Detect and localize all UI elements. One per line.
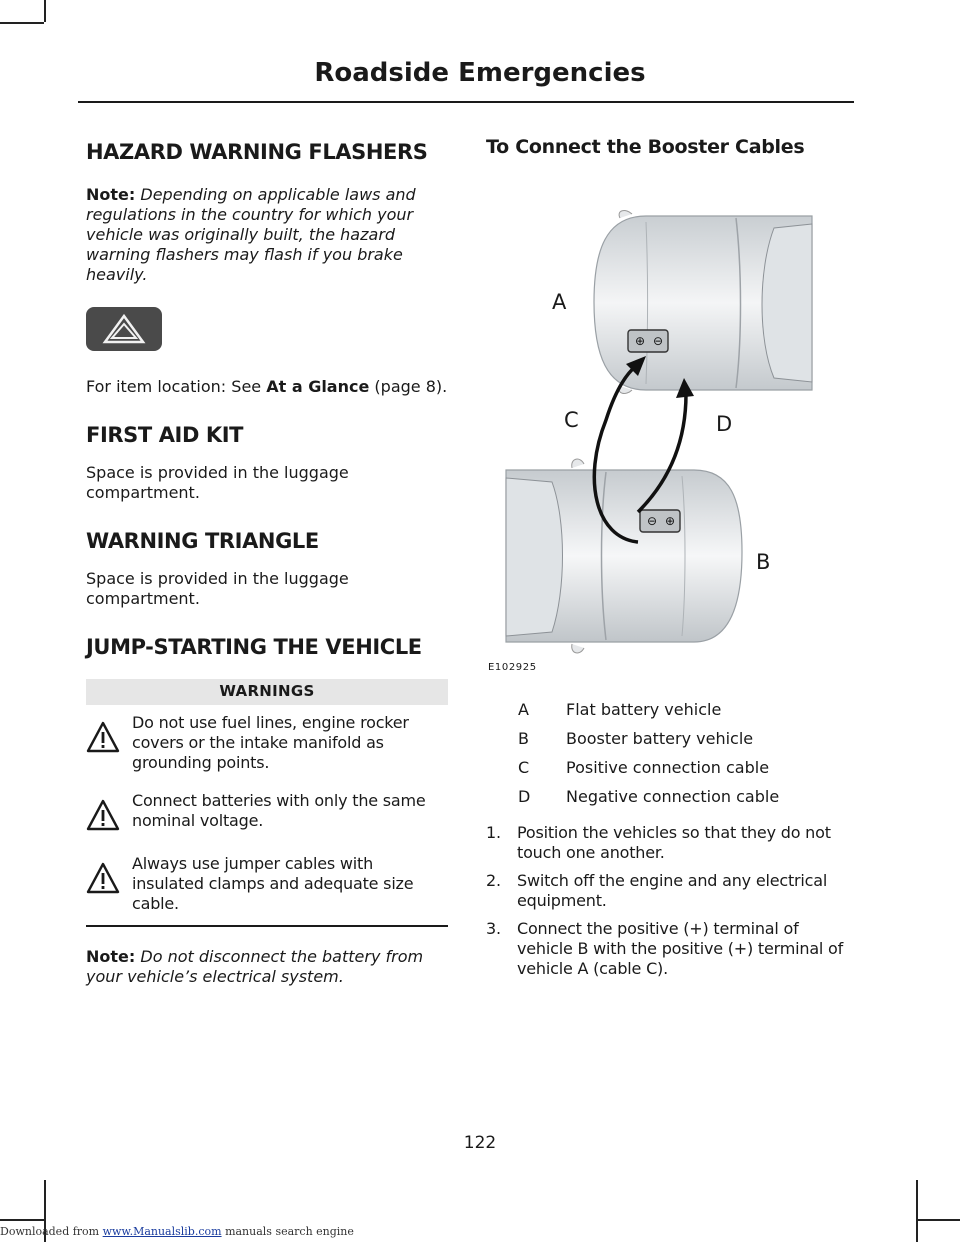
warning-item xyxy=(86,713,448,773)
legend-key: C xyxy=(518,758,530,777)
hazard-note xyxy=(86,185,448,285)
page-title: Roadside Emergencies xyxy=(314,58,646,88)
step-text: Switch off the engine and any electrical equipment. xyxy=(517,871,828,910)
step-number: 2. xyxy=(486,871,501,890)
location-prefix: For item location: See xyxy=(86,377,262,396)
warnings-box xyxy=(86,679,448,927)
right-column xyxy=(486,136,856,987)
warnings-divider xyxy=(86,925,448,927)
legend-item xyxy=(486,758,856,778)
footer-link[interactable]: www.Manualslib.com xyxy=(102,1225,222,1238)
legend-key: B xyxy=(518,729,529,748)
step-number: 3. xyxy=(486,919,501,938)
step-number: 1. xyxy=(486,823,501,842)
svg-text:⊖: ⊖ xyxy=(652,334,664,348)
note-label: Note: xyxy=(86,185,136,204)
step-text: Position the vehicles so that they do not touch one another. xyxy=(517,823,831,862)
warning-icon xyxy=(86,713,132,757)
crop-mark xyxy=(0,22,44,24)
location-link[interactable]: At a Glance xyxy=(266,377,370,396)
hazard-heading: HAZARD WARNING FLASHERS xyxy=(86,140,428,164)
warning-icon xyxy=(86,791,132,835)
legend-key: A xyxy=(518,700,529,719)
crop-mark xyxy=(0,1219,44,1221)
svg-text:⊕: ⊕ xyxy=(664,514,676,528)
legend-text: Positive connection cable xyxy=(566,758,770,777)
crop-mark xyxy=(916,1219,960,1221)
booster-cables-heading: To Connect the Booster Cables xyxy=(486,136,805,158)
warning-triangle-heading: WARNING TRIANGLE xyxy=(86,529,319,553)
steps-list xyxy=(486,823,856,979)
footer-suffix: manuals search engine xyxy=(225,1225,354,1238)
figure-label-c: C xyxy=(564,408,579,432)
legend-key: D xyxy=(518,787,531,806)
warning-item xyxy=(86,791,448,835)
figure-code: E102925 xyxy=(488,662,537,673)
car-a xyxy=(594,211,812,394)
note-text: Depending on applicable laws and regulations in the country for which your vehicle was originally built, the hazard warning flashers may flash if you brake heavily. xyxy=(86,185,416,284)
warning-text: Do not use fuel lines, engine rocker covers or the intake manifold as grounding points. xyxy=(132,713,409,772)
crop-mark xyxy=(916,1180,918,1242)
step-item xyxy=(486,871,856,911)
step-item xyxy=(486,919,856,979)
note-label: Note: xyxy=(86,946,136,966)
figure-label-a: A xyxy=(552,290,567,314)
legend-text: Flat battery vehicle xyxy=(566,700,722,719)
svg-text:⊕: ⊕ xyxy=(634,334,646,348)
figure-legend xyxy=(486,700,856,807)
warning-text: Connect batteries with only the same nominal voltage. xyxy=(132,791,426,830)
first-aid-heading: FIRST AID KIT xyxy=(86,423,244,447)
hazard-triangle-icon xyxy=(86,307,162,351)
first-aid-text: Space is provided in the luggage compartment. xyxy=(86,463,349,502)
page-number: 122 xyxy=(463,1133,497,1153)
left-column xyxy=(86,140,448,987)
jump-note xyxy=(86,947,448,987)
cars-illustration xyxy=(486,180,856,680)
warnings-title: WARNINGS xyxy=(86,679,448,705)
item-location xyxy=(86,377,448,397)
step-text: Connect the positive (+) terminal of vehicle B with the positive (+) terminal of vehicle A (cable C). xyxy=(517,919,844,978)
booster-cable-figure xyxy=(486,180,856,680)
warning-item xyxy=(86,854,448,914)
legend-item xyxy=(486,787,856,807)
warning-triangle-text: Space is provided in the luggage compartment. xyxy=(86,569,349,608)
figure-label-d: D xyxy=(716,412,733,436)
step-item xyxy=(486,823,856,863)
note-text: Do not disconnect the battery from your vehicle’s electrical system. xyxy=(86,946,424,986)
car-b xyxy=(506,459,742,653)
footer-prefix: Downloaded from xyxy=(0,1225,100,1238)
figure-label-b: B xyxy=(756,550,771,574)
footer xyxy=(0,1225,354,1238)
jump-start-heading: JUMP-STARTING THE VEHICLE xyxy=(86,635,422,659)
location-suffix: (page 8). xyxy=(374,377,448,396)
legend-item xyxy=(486,729,856,749)
legend-text: Booster battery vehicle xyxy=(566,729,754,748)
legend-text: Negative connection cable xyxy=(566,787,780,806)
warning-icon xyxy=(86,854,132,898)
legend-item xyxy=(486,700,856,720)
title-divider xyxy=(78,101,854,103)
warning-text: Always use jumper cables with insulated clamps and adequate size cable. xyxy=(132,854,414,913)
crop-mark xyxy=(44,0,46,22)
svg-text:⊖: ⊖ xyxy=(646,514,658,528)
